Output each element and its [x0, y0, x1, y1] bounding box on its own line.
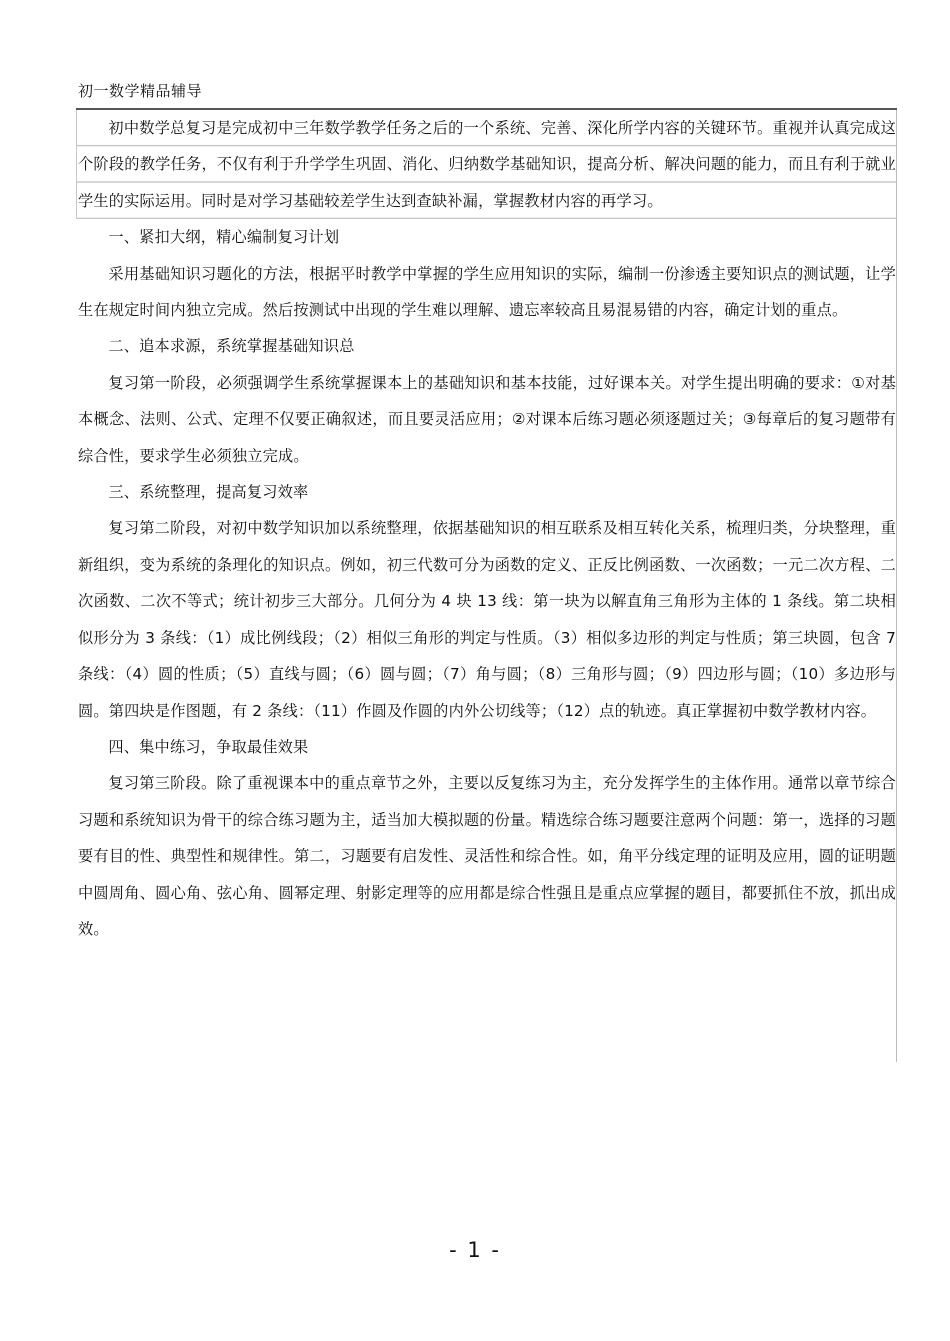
page-number: - 1 -: [449, 1238, 501, 1262]
section-1-heading: 一、紧扣大纲，精心编制复习计划: [108, 228, 340, 247]
section-2-heading: 二、追本求源，系统掌握基础知识总: [108, 337, 355, 356]
section-4-paragraph: 复习第三阶段。除了重视课本中的重点章节之外，主要以反复练习为主，充分发挥学生的主体作用。通常以章节综合习题和系统知识为骨干的综合练习题为主，适当加大模拟题的份量。精选综合练习题要注意两个问题：第一，选择的习题要有目的性、典型性和规律性。第二，习题要有启发性、灵活性和综合性。如，角平分线定理的证明及应用，圆的证明题中圆周角、圆心角、弦心角、圆幂定理、射影定理等的应用都是综合性强且是重点应掌握的题目，都要抓住不放，抓出成效。: [78, 774, 896, 938]
document-body: [76, 110, 897, 1062]
section-2-paragraph: 复习第一阶段，必须强调学生系统掌握课本上的基础知识和基本技能，过好课本关。对学生提出明确的要求：①对基本概念、法则、公式、定理不仅要正确叙述，而且要灵活应用；②对课本后练习题必须逐题过关；③每章后的复习题带有综合性，要求学生必须独立完成。: [78, 373, 896, 465]
section-3-heading: 三、系统整理，提高复习效率: [108, 483, 309, 502]
section-1-paragraph: 采用基础知识习题化的方法，根据平时教学中掌握的学生应用知识的实际，编制一份渗透主要知识点的测试题，让学生在规定时间内独立完成。然后按测试中出现的学生难以理解、遗忘率较高且易混易错的内容，确定计划的重点。: [78, 264, 896, 320]
section-4-heading: 四、集中练习，争取最佳效果: [108, 737, 309, 756]
intro-paragraph: 初中数学总复习是完成初中三年数学教学任务之后的一个系统、完善、深化所学内容的关键环节。重视并认真完成这个阶段的教学任务，不仅有利于升学学生巩固、消化、归纳数学基础知识，提高分析、解决问题的能力，而且有利于就业学生的实际运用。同时是对学习基础较差学生达到查缺补漏，掌握教材内容的再学习。: [76, 110, 896, 219]
page-header-title: 初一数学精品辅导: [78, 82, 203, 100]
intro-box: [76, 110, 896, 219]
section-3-paragraph: 复习第二阶段，对初中数学知识加以系统整理，依据基础知识的相互联系及相互转化关系，梳理归类，分块整理，重新组织，变为系统的条理化的知识点。例如，初三代数可分为函数的定义、正反比例函数、一次函数；一元二次方程、二次函数、二次不等式；统计初步三大部分。几何分为 4 块 13 线：第一块为以解直角三角形为主体的 1 条线。第二块相似形分为 3 条线：（1）成比例线段；（2）相似三角形的判定与性质。（3）相似多边形的判定与性质；第三块圆，包含 7 条线：（4）圆的性质；（5）直线与圆；（6）圆与圆；（7）角与圆；（8）三角形与圆；（9）四边形与圆；（10）多边形与圆。第四块是作图题，有 2 条线：（11）作圆及作圆的内外公切线等；（12）点的轨迹。真正掌握初中数学教材内容。: [78, 519, 896, 720]
